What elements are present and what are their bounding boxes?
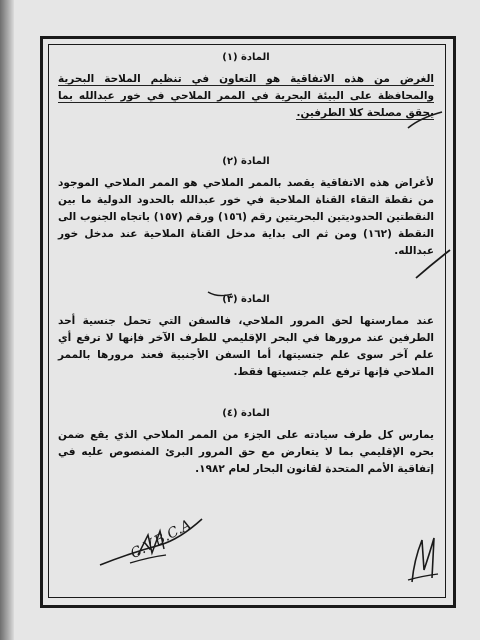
article-paragraph-text: الغرض من هذه الاتفاقية هو التعاون في تنظيم الملاحة البحرية والمحافظة على البيئة البحرية في الممر الملاحي في خور عبدالله بما يحقق مصلحة كلا الطرفين. xyxy=(58,73,434,119)
margin-tick-mark xyxy=(206,288,236,302)
article-3 xyxy=(58,294,434,381)
signature-left xyxy=(90,505,240,595)
article-title: المادة (٣) xyxy=(222,294,270,305)
article-2 xyxy=(58,156,434,260)
article-1 xyxy=(58,52,434,122)
article-paragraph: يمارس كل طرف سيادته على الجزء من الممر الملاحي الذي يقع ضمن بحره الإقليمي بما لا يتعارض مع حق المرور البرئ المنصوص عليه في إتفاقية الأمم المتحدة لقانون البحار لعام ١٩٨٢. xyxy=(58,429,434,475)
article-title: المادة (٢) xyxy=(222,156,270,167)
article-title: المادة (١) xyxy=(222,52,270,63)
handwritten-initials: C.V.B.C.A xyxy=(128,516,195,563)
margin-check-mark xyxy=(406,108,446,138)
article-paragraph: لأغراض هذه الاتفاقية يقصد بالممر الملاحي هو الممر الملاحي الموجود من نقطة التقاء القناة الملاحية في خور عبدالله بالحدود الدولية ما بين النقطتين الحدوديتين البحريتين رقم (١٥٦) ورقم (١٥٧) باتجاه الجنوب الى النقطة (١٦٢) ومن ثم الى بداية مدخل القناة الملاحية عند مدخل خور عبدالله. xyxy=(58,177,435,257)
margin-check-mark xyxy=(414,248,454,284)
page-edge-shadow xyxy=(0,0,14,640)
signature-right xyxy=(404,530,444,590)
article-4 xyxy=(58,408,434,478)
article-title: المادة (٤) xyxy=(222,408,270,419)
article-paragraph xyxy=(58,71,434,122)
article-paragraph: عند ممارستها لحق المرور الملاحي، فالسفن التي تحمل جنسية أحد الطرفين عند مرورها في البحر الإقليمي للطرف الآخر فإنها لا ترفع أي علم آخر سوى علم جنسيتها، أما السفن الأجنبية فعند مرورها بالممر الملاحي فإنها ترفع علم جنسيتها فقط. xyxy=(58,315,434,378)
